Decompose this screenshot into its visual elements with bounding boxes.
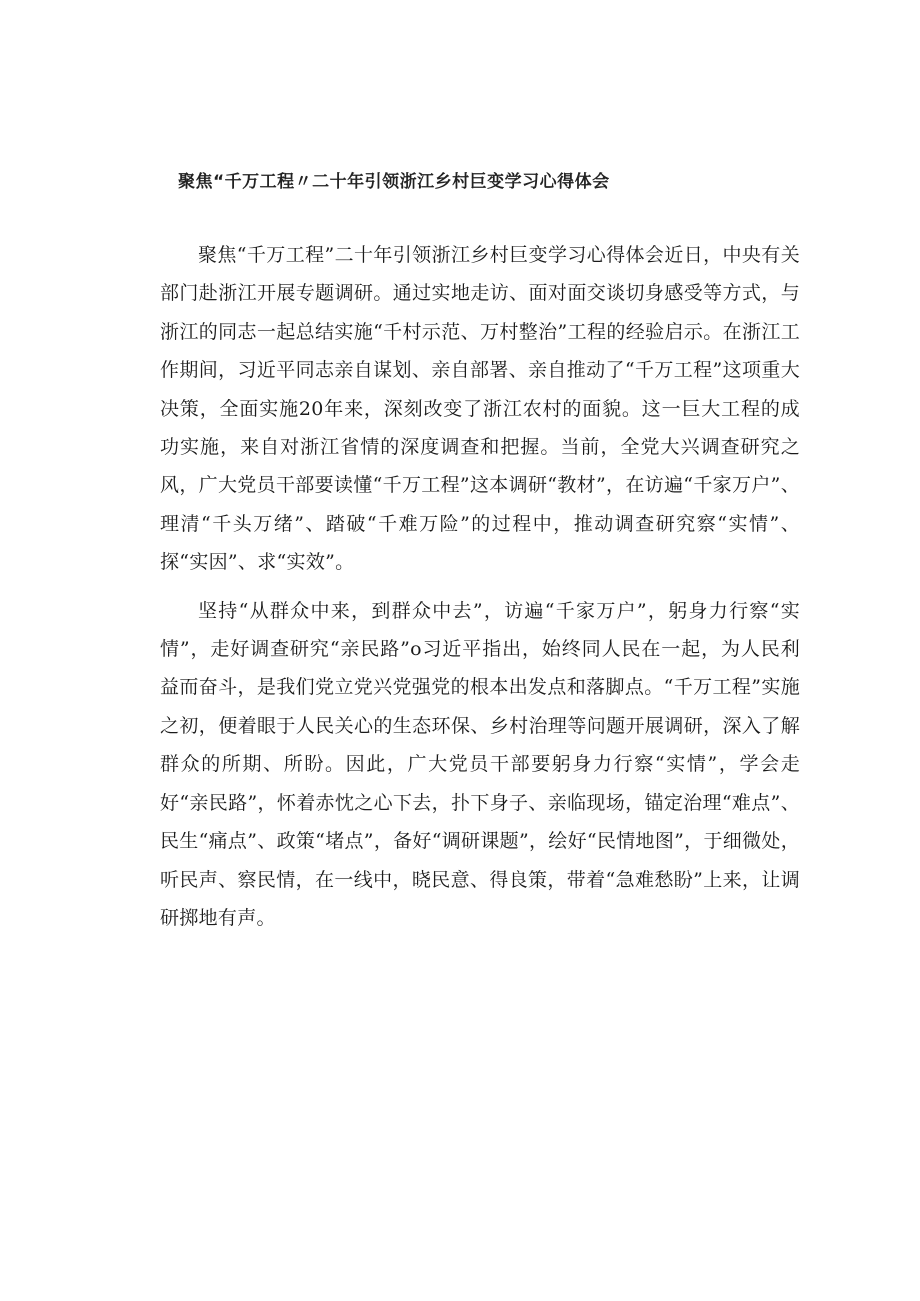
paragraph-2: 坚持“从群众中来，到群众中去”，访遍“千家万户”，躬身力行察“实情”，走好调查研究“亲民路”o习近平指出，始终同人民在一起，为人民利益而奋斗，是我们党立党兴党强党的根本出发点和落脚点。“千万工程”实施之初，便着眼于人民关心的生态环保、乡村治理等问题开展调研，深入了解群众的所期、所盼。因此，广大党员干部要躬身力行察“实情”，学会走好“亲民路”，怀着赤忱之心下去，扑下身子、亲临现场，锚定治理“难点”、民生“痛点”、政策“堵点”，备好“调研课题”，绘好“民情地图”，于细微处，听民声、察民情，在一线中，晓民意、得良策，带着“急难愁盼”上来，让调研掷地有声。	[160, 599, 800, 929]
document-body	[160, 236, 800, 947]
paragraph-1: 聚焦“千万工程”二十年引领浙江乡村巨变学习心得体会近日，中央有关部门赴浙江开展专题调研。通过实地走访、面对面交谈切身感受等方式，与浙江的同志一起总结实施“千村示范、万村整治”工程的经验启示。在浙江工作期间，习近平同志亲自谋划、亲自部署、亲自推动了“千万工程”这项重大决策，全面实施20年来，深刻改变了浙江农村的面貌。这一巨大工程的成功实施，来自对浙江省情的深度调查和把握。当前，全党大兴调查研究之风，广大党员干部要读懂“千万工程”这本调研“教材”，在访遍“千家万户”、理清“千头万绪”、踏破“千难万险”的过程中，推动调查研究察“实情”、探“实因”、求“实效”。	[160, 244, 800, 574]
document-title: 聚焦“千万工程〃二十年引领浙江乡村巨变学习心得体会	[178, 172, 610, 192]
